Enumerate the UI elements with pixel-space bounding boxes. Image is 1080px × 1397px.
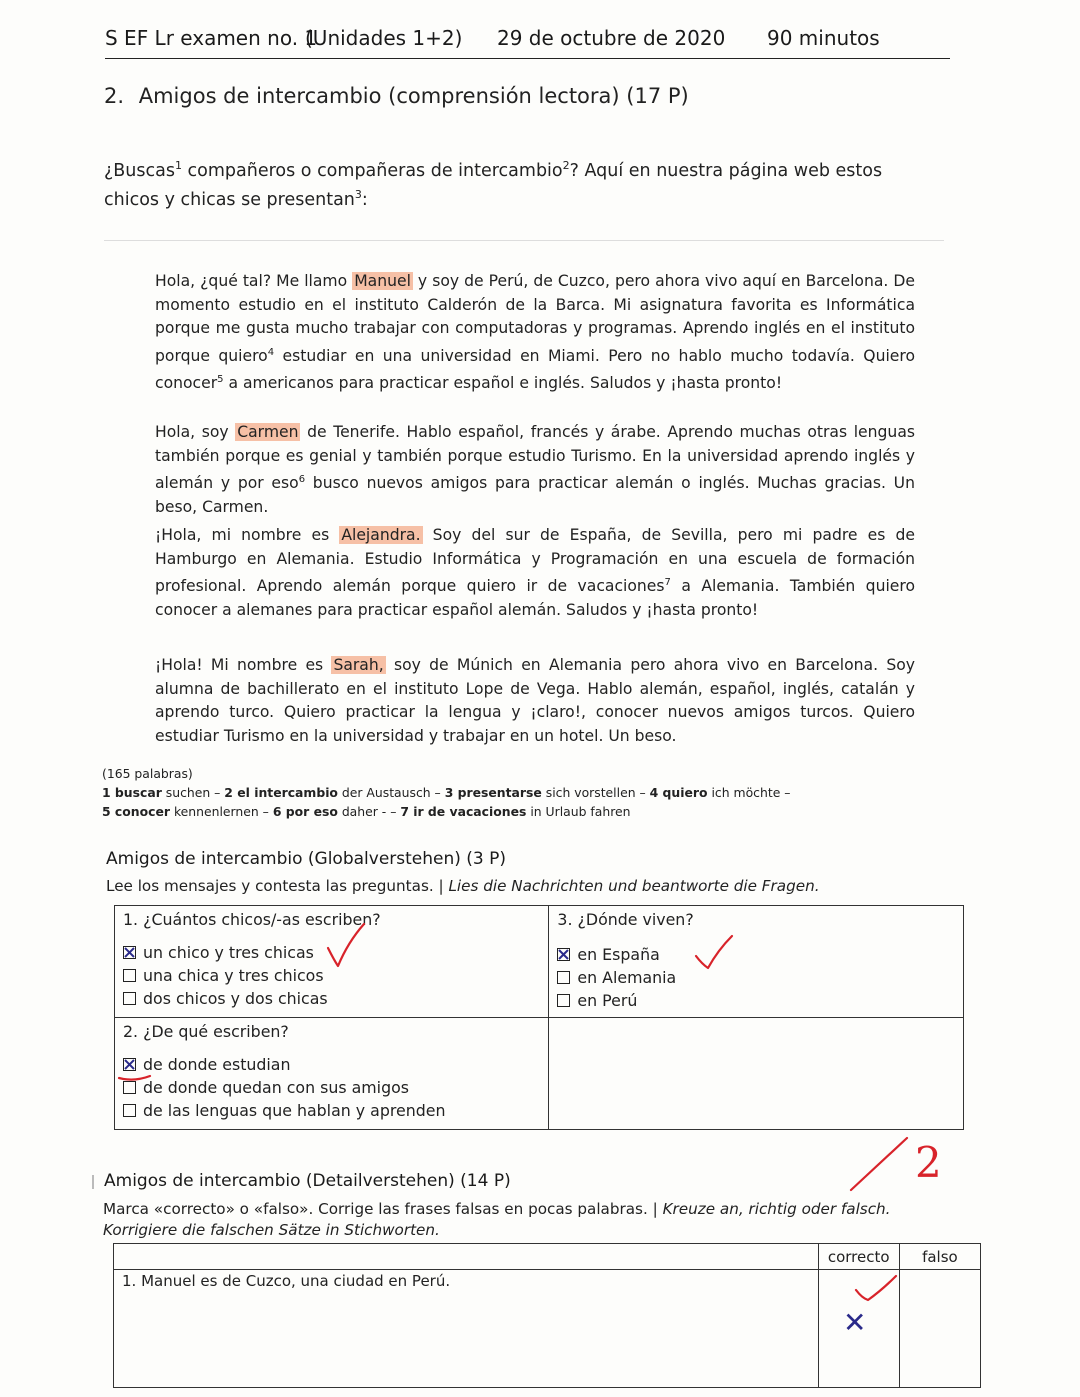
question-label: 3. ¿Dónde viven?: [557, 910, 694, 929]
question-3: 3. ¿Dónde viven? en España en Alemania en Perú: [549, 906, 964, 1018]
statement-row-1: 1. Manuel es de Cuzco, una ciudad en Perú.: [114, 1270, 819, 1388]
global-question-table: [114, 905, 964, 1130]
detail-instructions: Marca «correcto» o «falso». Corrige las frases falsas en pocas palabras. | Kreuze an, richtig oder falsch. Korrigiere die falschen Sätze in Stichworten.: [103, 1200, 891, 1239]
question-label: 2. ¿De qué escriben?: [123, 1022, 289, 1041]
global-instructions: Lee los mensajes y contesta las preguntas. | Lies die Nachrichten und beantworte die Fragen.: [106, 877, 820, 895]
checkmark-icon: [690, 930, 740, 975]
message-carmen: Hola, soy Carmen de Tenerife. Hablo español, francés y árabe. Aprendo muchas otras lenguas también porque es genial y también porque estudio Turismo. En la universidad aprendo inglés y alemán y por eso$^6$ busco nuevos amigos para practicar alemán o inglés. Muchas gracias. Un beso, Carmen.: [155, 423, 915, 516]
highlight-name: Manuel: [354, 272, 411, 290]
question-1: 1. ¿Cuántos chicos/-as escriben? un chico y tres chicas una chica y tres chicos dos chicos y dos chicas: [115, 906, 549, 1018]
intro-text: ¿Buscas$^1$ compañeros o compañeras de intercambio$^2$? Aquí en nuestra página web estos chicos y chicas se presentan$^3$:: [104, 159, 883, 210]
highlight-name: Sarah,: [333, 656, 384, 674]
question-label: 1. ¿Cuántos chicos/-as escriben?: [123, 910, 381, 929]
exam-date: 29 de octubre de 2020: [497, 26, 726, 50]
checkbox[interactable]: [123, 946, 136, 959]
cross-mark-icon: ✕: [843, 1306, 867, 1339]
underline-mark-icon: [116, 1072, 156, 1084]
vocabulary-notes: (165 palabras) 1 buscar suchen – 2 el intercambio der Austausch – 3 presentarse sich vorstellen – 4 quiero ich möchte – 5 conocer kennenlernen – 6 por eso daher - – 7 ir de vacaciones in Urlaub fahren: [102, 766, 791, 819]
score-mark: 2: [915, 1138, 942, 1187]
highlight-name: Carmen: [237, 423, 299, 441]
checkmark-icon: [320, 920, 370, 970]
checkbox[interactable]: [123, 992, 136, 1005]
global-title: Amigos de intercambio (Globalverstehen) (3 P): [106, 849, 507, 869]
course-title: S EF Lr examen no. 1: [105, 26, 318, 50]
exam-header: [105, 22, 950, 59]
col-correct: correcto: [818, 1244, 899, 1270]
col-false: falso: [899, 1244, 980, 1270]
checkbox[interactable]: [557, 994, 570, 1007]
checkbox[interactable]: [123, 1058, 136, 1071]
margin-mark: [92, 1175, 94, 1189]
section-number: 2.: [104, 84, 125, 108]
message-sarah: ¡Hola! Mi nombre es Sarah, soy de Múnich en Alemania pero ahora vivo en Barcelona. Soy alumna de bachillerato en el instituto Lope de Vega. Hablo alemán, español, inglés, catalán y aprendo turco. Quiero practicar la lengua y ¡claro!, conocer nuevos amigos turcos. Quiero estudiar Turismo en la universidad y trabajar en un hotel. Un beso.: [155, 656, 915, 745]
section-heading: Amigos de intercambio (comprensión lectora) (17 P): [138, 84, 689, 108]
message-manuel: Hola, ¿qué tal? Me llamo Manuel y soy de Perú, de Cuzco, pero ahora vivo aquí en Barcelona. De momento estudio en el instituto Calderón de la Barca. Mi asignatura favorita es Informática porque me gusta mucho trabajar con computadoras y programas. Aprendo inglés en el instituto porque quiero$^4$ estudiar en una universidad en Miami. Pero no hablo mucho todavía. Quiero conocer$^5$ a americanos para practicar español e inglés. Saludos y ¡hasta pronto!: [155, 272, 916, 393]
detail-title: Amigos de intercambio (Detailverstehen) (14 P): [104, 1171, 511, 1191]
section-title: [104, 84, 689, 108]
question-2: 2. ¿De qué escriben? de donde estudian de donde quedan con sus amigos de las lenguas que hablan y aprenden: [115, 1018, 549, 1130]
checkbox[interactable]: [123, 1104, 136, 1117]
message-alejandra: ¡Hola, mi nombre es Alejandra. Soy del sur de España, de Sevilla, pero mi padre es de Hamburgo en Alemania. Estudio Informática y Programación en una escuela de formación profesional. Aprendo alemán porque quiero ir de vacaciones$^7$ a Alemania. También quiero conocer a alemanes para practicar español alemán. Saludos y ¡hasta pronto!: [155, 526, 916, 619]
checkbox[interactable]: [123, 969, 136, 982]
checkmark-icon: [852, 1272, 902, 1306]
units: (Unidades 1+2): [305, 26, 463, 50]
word-count: (165 palabras): [102, 766, 193, 781]
score-slash-icon: [845, 1130, 915, 1200]
divider: [104, 240, 944, 241]
checkbox[interactable]: [557, 948, 570, 961]
answer-false-cell[interactable]: [899, 1270, 980, 1388]
empty-cell: [549, 1018, 964, 1130]
checkbox[interactable]: [557, 971, 570, 984]
highlight-name: Alejandra.: [341, 526, 421, 544]
exam-duration: 90 minutos: [767, 26, 880, 50]
